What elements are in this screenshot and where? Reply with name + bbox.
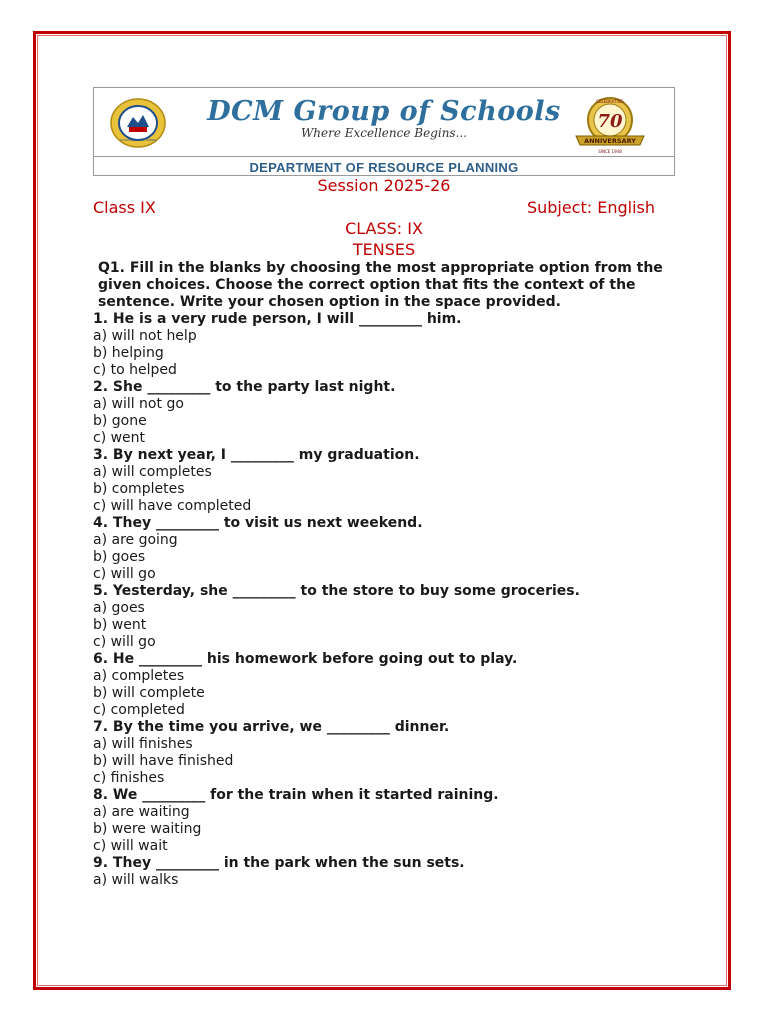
question-text: 8. We _________ for the train when it started raining. [93, 787, 499, 803]
answer-option: a) completes [93, 668, 185, 684]
question-list [93, 311, 663, 889]
question-text: 5. Yesterday, she _________ to the store to buy some groceries. [93, 583, 580, 599]
anniversary-badge-logo [570, 94, 650, 156]
school-tagline: Where Excellence Begins... [300, 126, 468, 140]
left-logo-text: DCM GROUP OF SCHOOLS · LEARNING [120, 138, 157, 142]
question-text: 3. By next year, I _________ my graduation. [93, 447, 420, 463]
answer-option: b) will have finished [93, 753, 234, 769]
question-text: 2. She _________ to the party last night. [93, 379, 396, 395]
question-text: 1. He is a very rude person, I will _________ him. [93, 311, 462, 327]
question-block [93, 787, 663, 855]
answer-option: a) will completes [93, 464, 212, 480]
answer-option: c) to helped [93, 362, 177, 378]
school-name: DCM Group of Schools [207, 96, 561, 127]
answer-option: c) completed [93, 702, 185, 718]
question-text: 7. By the time you arrive, we _________ dinner. [93, 719, 450, 735]
session-label: Session 2025-26 [317, 176, 451, 195]
class-label: Class IX [93, 198, 156, 217]
question-text: 4. They _________ to visit us next weekend. [93, 515, 423, 531]
answer-option: b) were waiting [93, 821, 202, 837]
question-block [93, 855, 663, 889]
question-text: 9. They _________ in the park when the sun sets. [93, 855, 465, 871]
letterhead [93, 87, 675, 176]
answer-option: a) will not help [93, 328, 197, 344]
question-text: 6. He _________ his homework before going out to play. [93, 651, 518, 667]
answer-option: b) will complete [93, 685, 205, 701]
answer-option: b) went [93, 617, 147, 633]
anniversary-since-text: SINCE 1948 [598, 149, 622, 154]
question-block [93, 379, 663, 447]
answer-option: a) will not go [93, 396, 184, 412]
question-block [93, 583, 663, 651]
letterhead-divider [94, 156, 674, 157]
question-block [93, 719, 663, 787]
class-heading: CLASS: IX [345, 219, 423, 238]
answer-option: c) will go [93, 566, 156, 582]
topic-heading: TENSES [352, 240, 416, 259]
answer-option: a) are going [93, 532, 178, 548]
anniversary-number: 70 [597, 111, 623, 132]
answer-option: a) will walks [93, 872, 179, 888]
answer-option: b) helping [93, 345, 164, 361]
answer-option: b) completes [93, 481, 185, 497]
worksheet-content [93, 260, 663, 889]
question-block [93, 651, 663, 719]
anniversary-ribbon-text: ANNIVERSARY [584, 137, 636, 145]
anniversary-top-text: CELEBRATING [596, 99, 624, 104]
answer-option: c) will have completed [93, 498, 252, 514]
question-block [93, 447, 663, 515]
answer-option: b) goes [93, 549, 146, 565]
subject-label: Subject: English [526, 198, 655, 217]
answer-option: a) are waiting [93, 804, 190, 820]
answer-option: b) gone [93, 413, 147, 429]
instructions: Q1. Fill in the blanks by choosing the most appropriate option from the given choices. Choose the correct option that fits the context of the sentence. Write your chosen option in the space provided. [98, 260, 663, 310]
question-block [93, 311, 663, 379]
answer-option: c) will wait [93, 838, 168, 854]
answer-option: c) went [93, 430, 146, 446]
department-title: DEPARTMENT OF RESOURCE PLANNING [249, 160, 519, 175]
question-block [93, 515, 663, 583]
answer-option: c) finishes [93, 770, 165, 786]
answer-option: c) will go [93, 634, 156, 650]
answer-option: a) will finishes [93, 736, 193, 752]
answer-option: a) goes [93, 600, 145, 616]
